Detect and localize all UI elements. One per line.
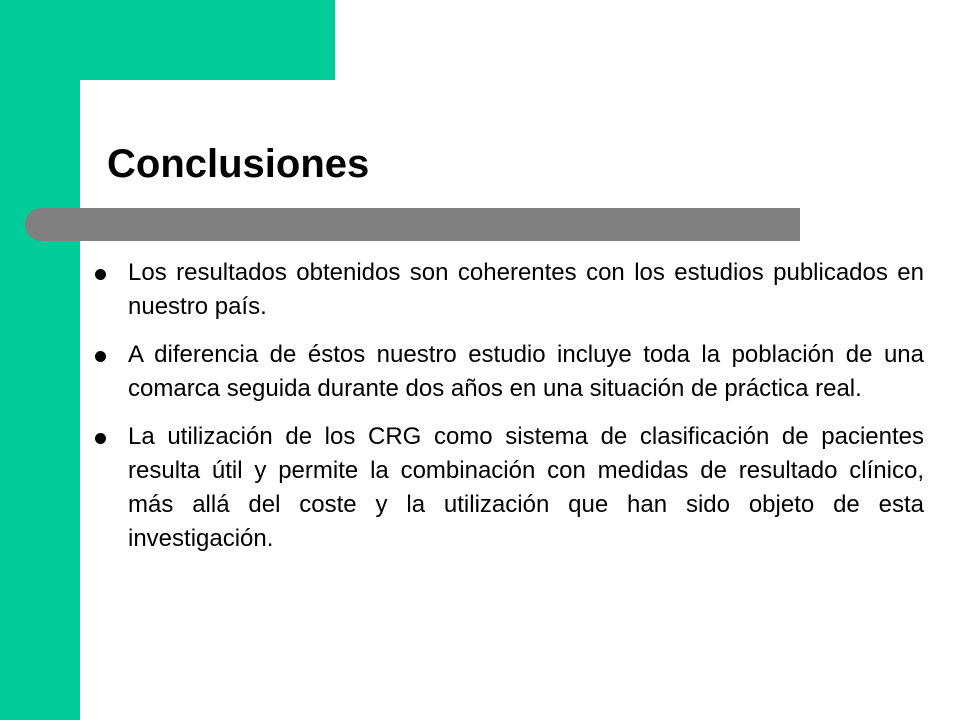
bullet-item bbox=[95, 256, 924, 324]
bullet-list bbox=[95, 256, 924, 570]
bullet-text: La utilización de los CRG como sistema de clasificación de pacientes resulta útil y permite la combinación con medidas de resultado clínico, más allá del coste y la utilización que han sido objeto de esta investigación. bbox=[128, 423, 924, 552]
bullet-text: A diferencia de éstos nuestro estudio incluye toda la población de una comarca seguida durante dos años en una situación de práctica real. bbox=[128, 341, 924, 402]
accent-bar-left bbox=[0, 0, 80, 720]
title-divider bbox=[25, 208, 800, 241]
bullet-item bbox=[95, 420, 924, 556]
bullet-text: Los resultados obtenidos son coherentes con los estudios publicados en nuestro país. bbox=[128, 259, 924, 320]
bullet-dot-icon bbox=[95, 433, 106, 444]
bullet-dot-icon bbox=[95, 269, 106, 280]
bullet-dot-icon bbox=[95, 351, 106, 362]
bullet-item bbox=[95, 338, 924, 406]
accent-bar-top bbox=[0, 0, 335, 80]
slide-title: Conclusiones bbox=[107, 142, 370, 186]
